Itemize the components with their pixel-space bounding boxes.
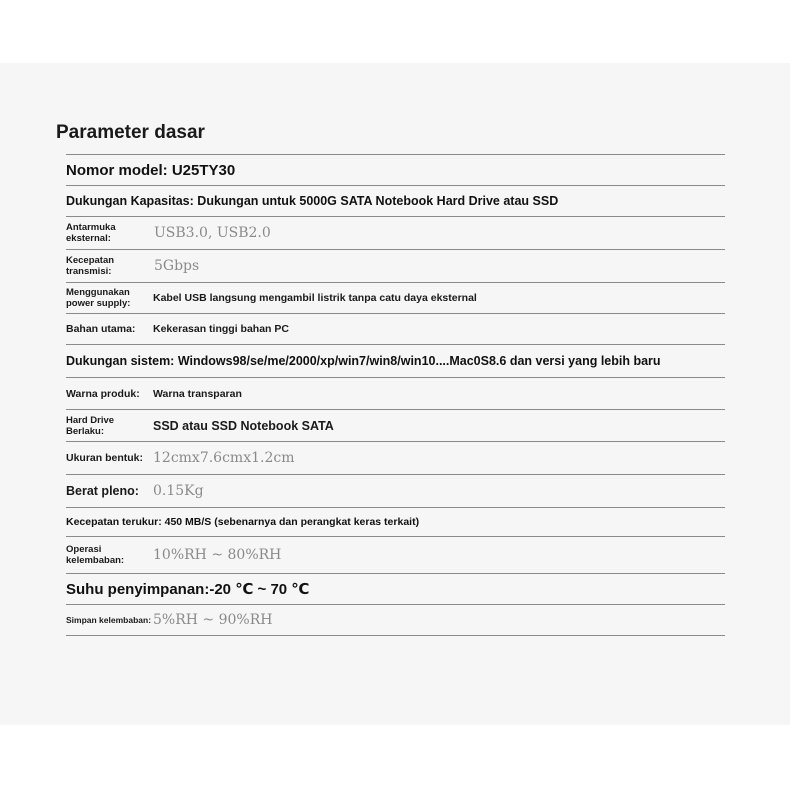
spec-label-speed: Kecepatan transmisi: <box>66 255 115 277</box>
spec-value-model: U25TY30 <box>171 161 236 179</box>
spec-value-measured: 450 MB/S (sebenarnya dan perangkat keras terkait) <box>164 516 420 528</box>
spec-label-op-humidity: Operasi kelembaban: <box>66 544 125 566</box>
spec-label-material: Bahan utama: <box>66 323 136 335</box>
spec-row-storage-humidity <box>66 605 725 636</box>
spec-row-op-humidity <box>66 537 725 574</box>
spec-label-color: Warna produk: <box>66 387 140 400</box>
spec-label-storage-temp: Suhu penyimpanan: <box>66 581 210 598</box>
spec-row-drive <box>66 410 725 442</box>
spec-row-interface <box>66 217 725 250</box>
spec-value-speed: 5Gbps <box>154 258 200 274</box>
spec-value-op-humidity: 10%RH ~ 80%RH <box>153 547 282 563</box>
spec-label-model: Nomor model: <box>66 161 168 179</box>
spec-value-color: Warna transparan <box>153 387 242 400</box>
spec-label-interface: Antarmuka eksternal: <box>66 222 116 244</box>
spec-label-size: Ukuran bentuk: <box>66 452 144 464</box>
spec-row-size <box>66 442 725 475</box>
spec-label-weight: Berat pleno: <box>66 484 139 498</box>
spec-label-storage-humidity: Simpan kelembaban: <box>66 615 152 625</box>
spec-value-storage-humidity: 5%RH ~ 90%RH <box>153 612 273 628</box>
spec-value-power: Kabel USB langsung mengambil listrik tanpa catu daya eksternal <box>153 292 477 304</box>
spec-label-measured: Kecepatan terukur: <box>66 516 162 528</box>
spec-row-power <box>66 283 725 314</box>
section-title: Parameter dasar <box>56 122 205 143</box>
spec-value-weight: 0.15Kg <box>153 483 204 499</box>
spec-row-speed <box>66 250 725 283</box>
spec-row-model <box>66 154 725 186</box>
spec-row-system <box>66 345 725 378</box>
spec-value-storage-temp: -20 ℃ ~ 70 ℃ <box>209 581 310 598</box>
spec-row-storage-temp <box>66 574 725 605</box>
spec-label-power: Menggunakan power supply: <box>66 287 131 309</box>
spec-row-measured <box>66 508 725 537</box>
spec-row-capacity <box>66 186 725 217</box>
spec-value-drive: SSD atau SSD Notebook SATA <box>153 418 334 433</box>
spec-row-color <box>66 378 725 410</box>
spec-value-material: Kekerasan tinggi bahan PC <box>153 323 289 335</box>
spec-value-system: Windows98/se/me/2000/xp/win7/win8/win10....Mac0S8.6 dan versi yang lebih baru <box>177 354 661 368</box>
spec-label-drive: Hard Drive Berlaku: <box>66 414 115 437</box>
spec-row-weight <box>66 475 725 508</box>
spec-value-capacity: Dukungan untuk 5000G SATA Notebook Hard Drive atau SSD <box>197 194 559 208</box>
spec-table <box>66 154 725 636</box>
spec-row-material <box>66 314 725 345</box>
spec-value-size: 12cmx7.6cmx1.2cm <box>153 450 295 466</box>
spec-label-system: Dukungan sistem: <box>66 354 175 368</box>
spec-value-interface: USB3.0, USB2.0 <box>154 225 271 241</box>
spec-label-capacity: Dukungan Kapasitas: <box>66 194 194 208</box>
